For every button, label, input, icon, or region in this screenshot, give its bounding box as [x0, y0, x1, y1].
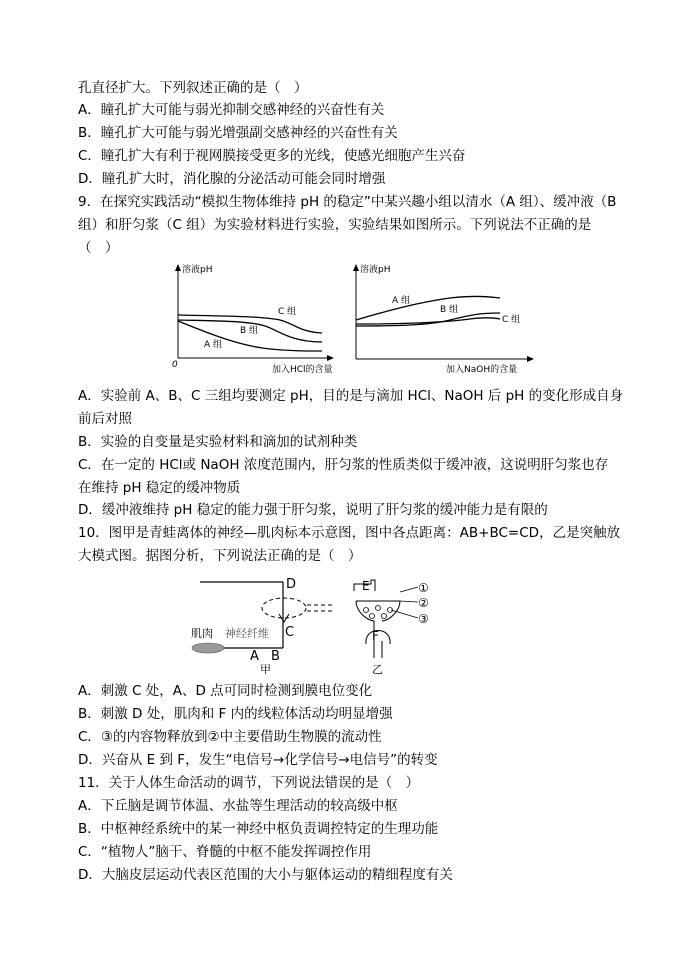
q11-option-a: A．下丘脑是调节体温、水盐等生理活动的较高级中枢: [78, 798, 398, 814]
q11-option-c: C．“植物人”脑干、脊髓的中枢不能发挥调控作用: [78, 844, 372, 860]
q9-right-panel: [353, 263, 534, 375]
q9-right-curve-c: [356, 318, 500, 324]
q9-option-a-line-1: A．实验前 A、B、C 三组均要测定 pH，目的是与滴加 HCl、NaOH 后 pH 的变化形成自身: [78, 388, 624, 404]
q9-left-origin: 0: [172, 360, 178, 370]
q8-option-d: D．瞳孔扩大时，消化腺的分泌活动可能会同时增强: [78, 171, 386, 187]
q9-option-c-line-1: C．在一定的 HCl或 NaOH 浓度范围内，肝匀浆的性质类似于缓冲液，这说明肝匀浆也存: [78, 457, 609, 473]
nerve-fiber-label: 神经纤维: [225, 627, 269, 640]
label-f: F: [372, 629, 379, 643]
muscle-label: 肌肉: [191, 627, 213, 640]
q9-stem-line-3: （ ）: [78, 240, 119, 256]
q9-right-xlabel: 加入NaOH的含量: [446, 365, 518, 375]
q10-figure-yi: [354, 579, 429, 676]
q9-right-ylabel: 溶液pH: [360, 265, 391, 275]
q8-option-a: A．瞳孔扩大可能与弱光抑制交感神经的兴奋性有关: [78, 102, 385, 118]
q11-option-b: B．中枢神经系统中的某一神经中枢负责调控特定的生理功能: [78, 821, 439, 837]
q10-option-c: C．③的内容物释放到②中主要借助生物膜的流动性: [78, 729, 382, 745]
q9-option-b: B．实验的自变量是实验材料和滴加的试剂种类: [78, 434, 358, 450]
q10-option-b: B．刺激 D 处，肌肉和 F 内的线粒体活动均明显增强: [78, 706, 393, 722]
label-circle-2: ②: [418, 596, 429, 610]
q11-stem: 11．关于人体生命活动的调节，下列说法错误的是（ ）: [78, 775, 420, 791]
muscle-shape: [192, 643, 224, 653]
q10-option-a: A．刺激 C 处，A、D 点可同时检测到膜电位变化: [78, 683, 373, 699]
point-c-label: C: [285, 625, 295, 640]
q10-figure-jia: [191, 577, 334, 676]
q10-stem-line-2: 大模式图。据图分析，下列说法正确的是（ ）: [78, 548, 362, 564]
q9-stem-line-2: 组）和肝匀浆（C 组）为实验材料进行实验，实验结果如图所示。下列说法不正确的是: [78, 217, 592, 233]
q9-left-label-c: C 组: [278, 307, 297, 317]
q9-option-c-line-2: 在维持 pH 稳定的缓冲物质: [78, 480, 241, 496]
label-circle-1: ①: [418, 581, 429, 595]
label-e: E: [362, 579, 370, 593]
q8-stem-tail: 孔直径扩大。下列叙述正确的是（ ）: [78, 80, 308, 96]
point-d-label: D: [286, 577, 297, 592]
q9-option-a-line-2: 前后对照: [78, 411, 132, 427]
q9-left-label-a: A 组: [204, 340, 223, 350]
q10-stem-line-1: 10．图甲是青蛙离体的神经—肌肉标本示意图，图中各点距离：AB+BC=CD，乙是突触放: [78, 525, 621, 541]
q9-left-label-b: B 组: [240, 326, 259, 336]
q9-figure: [160, 258, 540, 380]
q9-right-label-c: C 组: [502, 315, 521, 325]
q9-right-label-b: B 组: [440, 305, 459, 315]
q10-option-d: D．兴奋从 E 到 F，发生“电信号→化学信号→电信号”的转变: [78, 752, 438, 768]
point-b-label: B: [271, 649, 280, 664]
point-a-label: A: [250, 649, 259, 664]
q9-left-xlabel: 加入HCl的含量: [272, 365, 333, 375]
label-circle-3: ③: [418, 612, 429, 626]
q9-stem-line-1: 9．在探究实践活动“模拟生物体维持 pH 的稳定”中某兴趣小组以清水（A 组）、缓冲液（B: [78, 194, 617, 210]
synapse-circle: [262, 598, 306, 618]
q9-option-d: D．缓冲液维持 pH 稳定的能力强于肝匀浆，说明了肝匀浆的缓冲能力是有限的: [78, 502, 548, 518]
q8-option-b: B．瞳孔扩大可能与弱光增强副交感神经的兴奋性有关: [78, 125, 398, 141]
figure-yi-label: 乙: [372, 663, 383, 676]
q9-right-label-a: A 组: [392, 296, 411, 306]
q8-option-c: C．瞳孔扩大有利于视网膜接受更多的光线，使感光细胞产生兴奋: [78, 148, 466, 164]
q10-figure: [186, 574, 450, 680]
q9-left-panel: [172, 263, 334, 375]
q9-left-ylabel: 溶液pH: [182, 265, 213, 275]
figure-jia-label: 甲: [260, 663, 271, 676]
q11-option-d: D．大脑皮层运动代表区范围的大小与躯体运动的精细程度有关: [78, 867, 453, 883]
q9-right-curve-a: [356, 296, 500, 320]
